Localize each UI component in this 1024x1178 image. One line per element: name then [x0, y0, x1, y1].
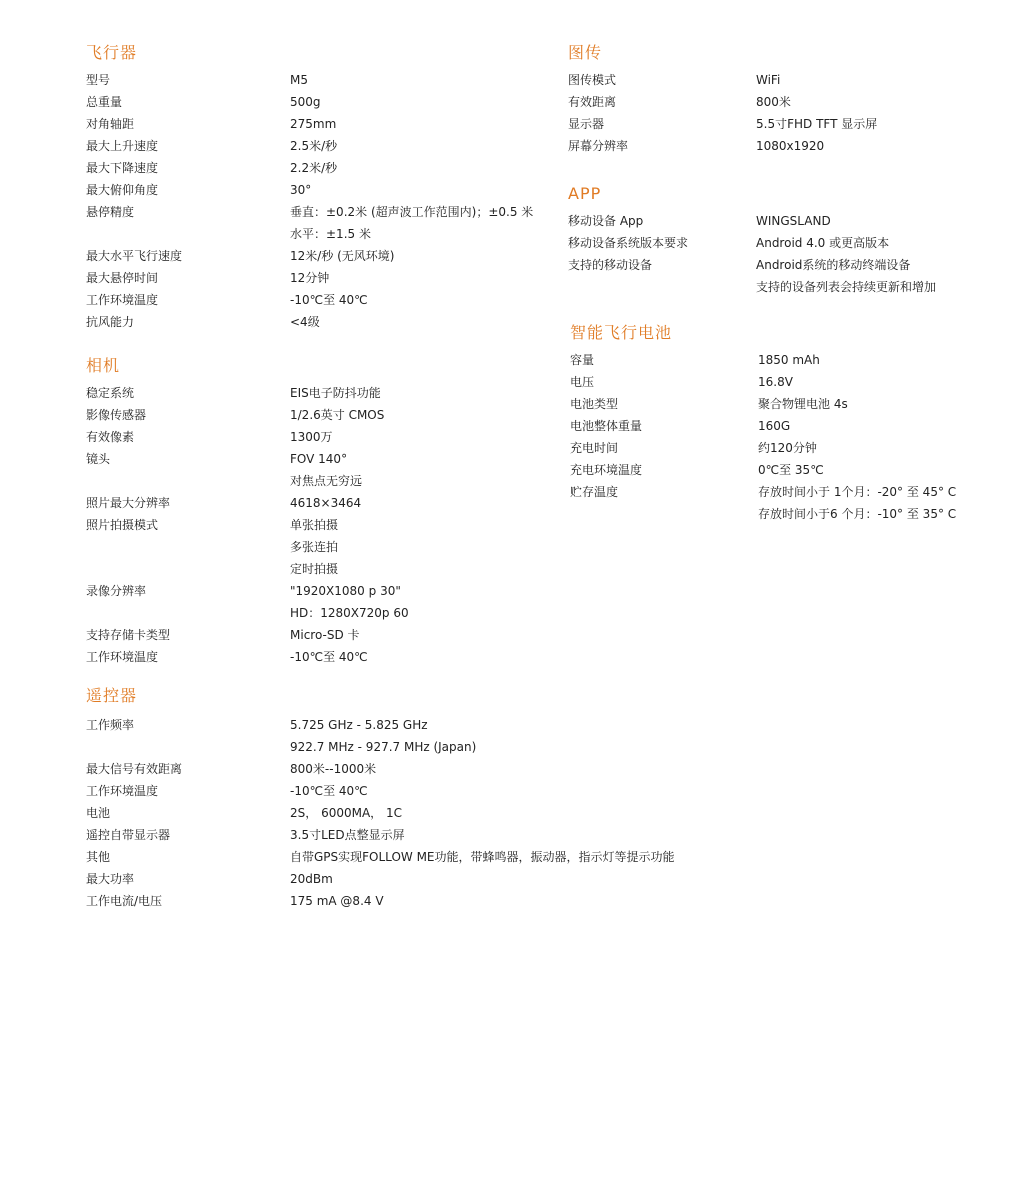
spec-label: 屏幕分辨率	[568, 139, 629, 153]
spec-values	[290, 624, 360, 646]
spec-values	[290, 492, 361, 514]
spec-values	[290, 646, 368, 668]
spec-values	[290, 201, 533, 245]
spec-value: 5.5寸FHD TFT 显示屏	[756, 117, 878, 131]
spec-label: 充电时间	[570, 441, 619, 455]
spec-values	[758, 415, 790, 437]
spec-label: 支持的移动设备	[568, 258, 653, 272]
spec-value: 175 mA @8.4 V	[290, 894, 384, 908]
spec-values	[290, 868, 333, 890]
spec-row	[86, 201, 533, 245]
spec-value: 5.725 GHz - 5.825 GHz	[290, 718, 428, 732]
camera-section-title: 相机	[86, 356, 121, 375]
spec-label: 最大水平飞行速度	[86, 249, 183, 263]
spec-values	[290, 824, 405, 846]
spec-values	[756, 113, 877, 135]
spec-label: 贮存温度	[570, 485, 619, 499]
spec-values	[290, 157, 337, 179]
spec-row	[86, 780, 675, 802]
spec-values	[756, 254, 936, 298]
spec-label: 充电环境温度	[570, 463, 643, 477]
spec-value: 垂直：±0.2米 (超声波工作范围内)；±0.5 米	[290, 205, 534, 219]
battery-section	[570, 323, 956, 525]
spec-row	[570, 415, 956, 437]
spec-row	[570, 459, 956, 481]
spec-value: 2.5米/秒	[290, 139, 338, 153]
spec-label: 录像分辨率	[86, 584, 147, 598]
spec-row	[568, 91, 877, 113]
spec-row	[86, 758, 675, 780]
spec-row	[86, 157, 533, 179]
spec-label: 电池	[86, 806, 111, 820]
spec-values	[758, 459, 824, 481]
spec-values	[756, 69, 780, 91]
spec-label: 照片最大分辨率	[86, 496, 171, 510]
spec-row	[570, 393, 956, 415]
spec-row	[568, 210, 936, 232]
spec-row	[86, 514, 409, 580]
spec-value: HD：1280X720p 60	[290, 606, 409, 620]
spec-label: 遥控自带显示器	[86, 828, 171, 842]
spec-row	[86, 492, 409, 514]
spec-value: 922.7 MHz - 927.7 MHz (Japan)	[290, 740, 477, 754]
aircraft-section-title: 飞行器	[86, 43, 138, 62]
spec-label: 工作环境温度	[86, 650, 159, 664]
spec-value: 单张拍摄	[290, 518, 339, 532]
spec-values	[758, 481, 956, 525]
spec-value: -10℃至 40℃	[290, 784, 368, 798]
spec-row	[568, 254, 936, 298]
spec-row	[86, 267, 533, 289]
remote-spec-list	[86, 714, 675, 912]
spec-values	[290, 113, 336, 135]
spec-value: 多张连拍	[290, 540, 339, 554]
remote-section	[86, 686, 675, 912]
spec-value: 12分钟	[290, 271, 330, 285]
spec-value: M5	[290, 73, 308, 87]
app-section-title: APP	[568, 184, 602, 203]
spec-label: 影像传感器	[86, 408, 147, 422]
transmission-spec-list	[568, 69, 877, 157]
spec-row	[570, 437, 956, 459]
spec-row	[568, 69, 877, 91]
spec-label: 总重量	[86, 95, 123, 109]
app-section	[568, 184, 936, 298]
spec-values	[290, 758, 376, 780]
spec-value: 12米/秒 (无风环境)	[290, 249, 395, 263]
spec-row	[86, 580, 409, 624]
spec-row	[86, 382, 409, 404]
spec-row	[86, 245, 533, 267]
spec-row	[86, 91, 533, 113]
spec-row	[86, 824, 675, 846]
spec-value: 1/2.6英寸 CMOS	[290, 408, 385, 422]
spec-label: 图传模式	[568, 73, 617, 87]
spec-label: 型号	[86, 73, 111, 87]
spec-row	[86, 426, 409, 448]
spec-values	[290, 69, 308, 91]
spec-value: 存放时间小于6 个月：-10° 至 35° C	[758, 507, 957, 521]
spec-value: FOV 140°	[290, 452, 348, 466]
spec-value: 定时拍摄	[290, 562, 339, 576]
spec-value: 自带GPS实现FOLLOW ME功能，带蜂鸣器，振动器，指示灯等提示功能	[290, 850, 675, 864]
spec-values	[290, 426, 333, 448]
spec-label: 镜头	[86, 452, 111, 466]
spec-row	[86, 311, 533, 333]
spec-label: 稳定系统	[86, 386, 135, 400]
spec-row	[86, 868, 675, 890]
spec-value: 4618×3464	[290, 496, 362, 510]
aircraft-section	[86, 43, 533, 333]
spec-value: 3.5寸LED点整显示屏	[290, 828, 405, 842]
spec-values	[290, 135, 337, 157]
spec-value: 275mm	[290, 117, 337, 131]
spec-values	[756, 135, 824, 157]
spec-values	[290, 311, 320, 333]
camera-section	[86, 356, 409, 668]
spec-row	[86, 289, 533, 311]
spec-value: 500g	[290, 95, 321, 109]
spec-value: 存放时间小于 1个月：-20° 至 45° C	[758, 485, 957, 499]
spec-label: 移动设备系统版本要求	[568, 236, 689, 250]
spec-label: 有效像素	[86, 430, 135, 444]
spec-label: 照片拍摄模式	[86, 518, 159, 532]
spec-label: 电池整体重量	[570, 419, 643, 433]
spec-value: 水平：±1.5 米	[290, 227, 371, 241]
spec-label: 有效距离	[568, 95, 617, 109]
spec-row	[86, 890, 675, 912]
spec-row	[568, 232, 936, 254]
spec-values	[290, 91, 321, 113]
spec-row	[86, 448, 409, 492]
spec-value: -10℃至 40℃	[290, 293, 368, 307]
remote-section-title: 遥控器	[86, 686, 138, 705]
spec-values	[758, 437, 817, 459]
spec-value: 1300万	[290, 430, 333, 444]
transmission-section-title: 图传	[568, 43, 603, 62]
spec-label: 移动设备 App	[568, 214, 644, 228]
spec-label: 最大俯仰角度	[86, 183, 159, 197]
spec-value: -10℃至 40℃	[290, 650, 368, 664]
spec-value: 聚合物锂电池 4s	[758, 397, 848, 411]
spec-value: WINGSLAND	[756, 214, 831, 228]
spec-label: 工作环境温度	[86, 784, 159, 798]
spec-value: 1850 mAh	[758, 353, 820, 367]
spec-values	[758, 393, 848, 415]
spec-values	[758, 349, 820, 371]
spec-row	[568, 113, 877, 135]
spec-value: Micro-SD 卡	[290, 628, 360, 642]
spec-value: "1920X1080 p 30"	[290, 584, 401, 598]
spec-value: Android 4.0 或更高版本	[756, 236, 890, 250]
spec-value: 约120分钟	[758, 441, 817, 455]
spec-row	[570, 481, 956, 525]
transmission-section	[568, 43, 877, 157]
spec-values	[290, 890, 384, 912]
spec-row	[86, 179, 533, 201]
spec-label: 最大下降速度	[86, 161, 159, 175]
spec-row	[570, 371, 956, 393]
spec-label: 容量	[570, 353, 595, 367]
spec-values	[290, 714, 476, 758]
spec-label: 最大功率	[86, 872, 135, 886]
spec-value: 支持的设备列表会持续更新和增加	[756, 280, 937, 294]
spec-value: 2.2米/秒	[290, 161, 338, 175]
spec-label: 最大信号有效距离	[86, 762, 183, 776]
spec-row	[86, 135, 533, 157]
spec-values	[290, 802, 402, 824]
spec-label: 工作电流/电压	[86, 894, 163, 908]
spec-values	[290, 245, 395, 267]
spec-row	[568, 135, 877, 157]
spec-label: 显示器	[568, 117, 605, 131]
spec-value: 对焦点无穷远	[290, 474, 363, 488]
spec-row	[86, 404, 409, 426]
spec-value: 30°	[290, 183, 312, 197]
spec-row	[570, 349, 956, 371]
spec-label: 其他	[86, 850, 111, 864]
spec-value: 20dBm	[290, 872, 333, 886]
spec-values	[290, 289, 368, 311]
spec-values	[756, 91, 791, 113]
spec-value: 160G	[758, 419, 791, 433]
aircraft-spec-list	[86, 69, 533, 333]
spec-row	[86, 624, 409, 646]
spec-row	[86, 846, 675, 868]
spec-value: 16.8V	[758, 375, 793, 389]
spec-value: WiFi	[756, 73, 781, 87]
spec-values	[758, 371, 793, 393]
spec-values	[290, 404, 384, 426]
spec-row	[86, 714, 675, 758]
camera-spec-list	[86, 382, 409, 668]
spec-value: EIS电子防抖功能	[290, 386, 381, 400]
spec-label: 最大悬停时间	[86, 271, 159, 285]
spec-value: 0℃至 35℃	[758, 463, 824, 477]
spec-label: 最大上升速度	[86, 139, 159, 153]
spec-value: 800米	[756, 95, 791, 109]
spec-label: 工作环境温度	[86, 293, 159, 307]
spec-values	[290, 846, 675, 868]
app-spec-list	[568, 210, 936, 298]
spec-values	[756, 232, 889, 254]
spec-label: 电池类型	[570, 397, 619, 411]
spec-value: 800米--1000米	[290, 762, 377, 776]
spec-label: 对角轴距	[86, 117, 135, 131]
spec-label: 电压	[570, 375, 595, 389]
spec-label: 支持存储卡类型	[86, 628, 171, 642]
spec-value: <4级	[290, 315, 320, 329]
spec-row	[86, 802, 675, 824]
battery-spec-list	[570, 349, 956, 525]
spec-label: 抗风能力	[86, 315, 135, 329]
battery-section-title: 智能飞行电池	[570, 323, 673, 342]
spec-value: 2S， 6000MA， 1C	[290, 806, 402, 820]
spec-values	[290, 780, 368, 802]
spec-values	[290, 448, 362, 492]
spec-label: 工作频率	[86, 718, 135, 732]
spec-row	[86, 113, 533, 135]
spec-label: 悬停精度	[86, 205, 135, 219]
spec-value: Android系统的移动终端设备	[756, 258, 911, 272]
spec-values	[290, 382, 381, 404]
spec-row	[86, 646, 409, 668]
spec-values	[756, 210, 831, 232]
spec-values	[290, 580, 409, 624]
spec-values	[290, 179, 311, 201]
spec-row	[86, 69, 533, 91]
spec-values	[290, 514, 338, 580]
spec-value: 1080x1920	[756, 139, 825, 153]
spec-values	[290, 267, 329, 289]
